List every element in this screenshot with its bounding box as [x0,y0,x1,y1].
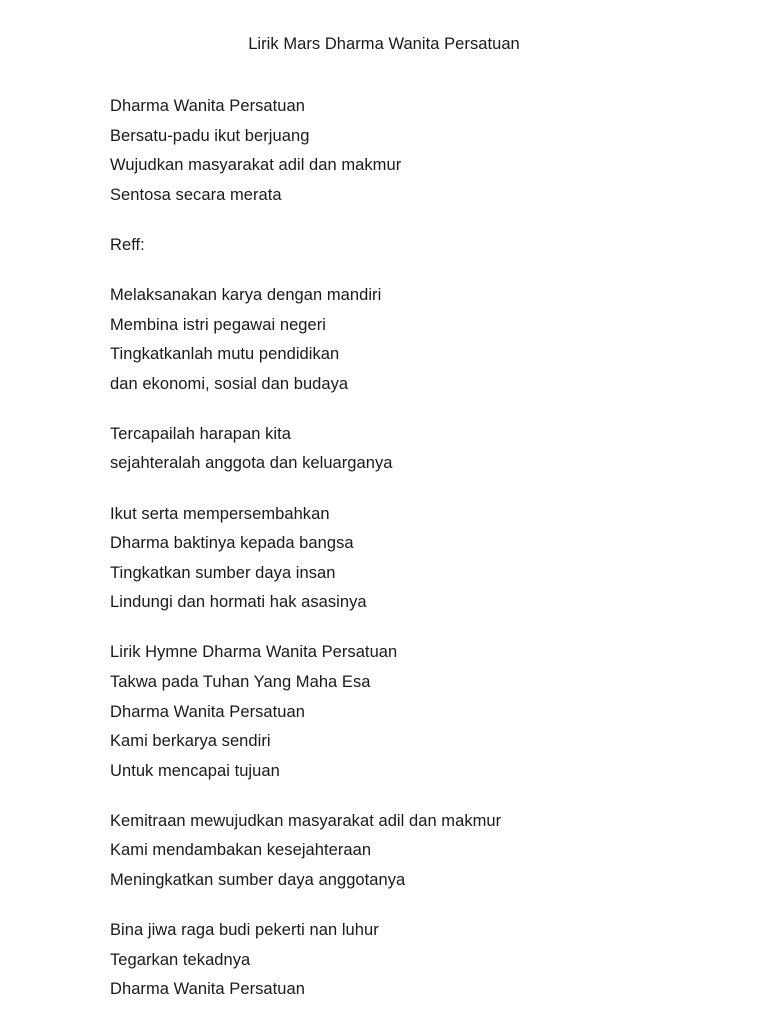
lyric-line: Dharma Wanita Persatuan [110,980,305,999]
lyric-line: Bersatu-padu ikut berjuang [110,126,310,145]
lyric-line: Sentosa secara merata [110,185,282,204]
stanza [110,420,730,479]
lyric-line: Wujudkan masyarakat adil dan makmur [110,156,402,175]
lyric-line: Membina istri pegawai negeri [110,315,327,334]
lyric-line: Tegarkan tekadnya [110,950,251,969]
lyric-line: Lirik Hymne Dharma Wanita Persatuan [110,643,398,662]
lyric-line: Meningkatkan sumber daya anggotanya [110,871,406,890]
stanza [110,638,730,786]
stanza [110,807,730,896]
lyric-line: dan ekonomi, sosial dan budaya [110,374,349,393]
lyric-line: Lindungi dan hormati hak asasinya [110,593,367,612]
stanza [110,281,730,399]
stanza [110,916,730,1005]
lyric-line: Untuk mencapai tujuan [110,761,280,780]
lyric-line: Kami mendambakan kesejahteraan [110,841,372,860]
stanza [110,92,730,210]
lyric-line: Melaksanakan karya dengan mandiri [110,285,382,304]
lyric-line: Tingkatkan sumber daya insan [110,563,336,582]
stanza [110,231,730,261]
lyrics-body [110,92,730,1025]
lyric-line: Ikut serta mempersembahkan [110,504,330,523]
lyric-line: Takwa pada Tuhan Yang Maha Esa [110,673,371,691]
lyric-line: Reff: [110,235,145,254]
lyric-line: Kami berkarya sendiri [110,732,271,751]
lyric-line: Bina jiwa raga budi pekerti nan luhur [110,921,379,940]
lyric-line: Dharma baktinya kepada bangsa [110,534,354,553]
stanza [110,500,730,618]
lyric-line: Kemitraan mewujudkan masyarakat adil dan makmur [110,811,502,830]
lyric-line: sejahteralah anggota dan keluarganya [110,454,393,473]
lyric-line: Dharma Wanita Persatuan [110,97,305,115]
lyric-line: Dharma Wanita Persatuan [110,702,305,721]
lyric-line: Tercapailah harapan kita [110,424,291,443]
document-title: Lirik Mars Dharma Wanita Persatuan [248,35,520,53]
lyric-line: Tingkatkanlah mutu pendidikan [110,345,340,364]
